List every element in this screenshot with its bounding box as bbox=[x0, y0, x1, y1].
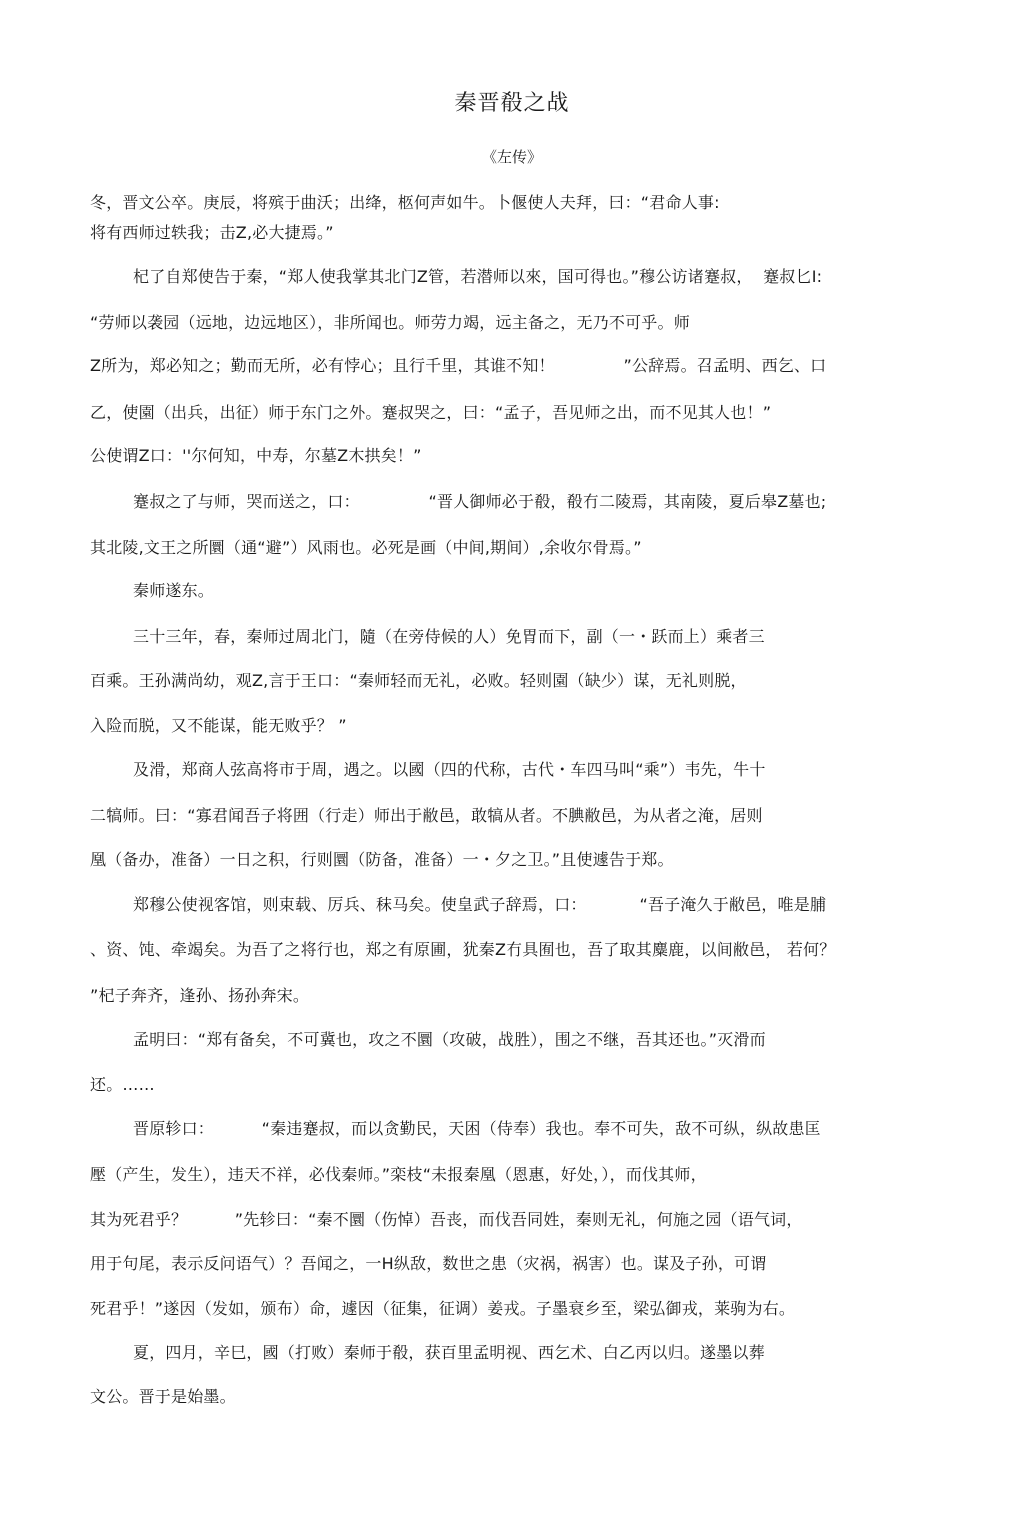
text-line: 将有西师过轶我；击Z,必大捷焉。” bbox=[90, 223, 334, 242]
text-line: 还。…… bbox=[90, 1075, 155, 1094]
text-line: 死君乎！”遂因（发如，颁布）命，遽因（征集，征调）姜戎。子墨衰乡至，梁弘御戎，莱驹为右。 bbox=[90, 1299, 796, 1318]
text-line: ”杞子奔齐，逢孙、扬孙奔宋。 bbox=[90, 986, 310, 1005]
text-line: 秦师遂东。 bbox=[133, 581, 215, 600]
text-line: 其为死君乎？ ”先轸曰：“秦不圜（伤悼）吾丧，而伐吾同姓，秦则无礼，何施之园（语气词， bbox=[90, 1210, 803, 1229]
text-line: 壓（产生，发生），违天不祥，必伐秦师。”栾枝“未报秦凰（恩惠，好处，），而伐其师， bbox=[90, 1165, 707, 1184]
text-line: 晋原轸口： “秦违蹇叔，而以贪勤民，天困（侍奉）我也。奉不可失，敌不可纵，纵故患匡 bbox=[133, 1119, 821, 1138]
text-line: 蹇叔之了与师，哭而送之，口： “晋人御师必于殽，殽冇二陵焉，其南陵，夏后皋Z墓也; bbox=[133, 492, 827, 511]
text-line: 及滑，郑商人弦高将市于周，遇之。以國（四的代称，古代・车四马叫“乘”）韦先，牛十 bbox=[133, 760, 766, 779]
text-line: 乙，使園（出兵，出征）师于东门之外。蹇叔哭之，曰：“孟子，吾见师之出，而不见其人也！” bbox=[90, 403, 772, 422]
text-line: Z所为，郑必知之；勤而无所，必有悖心；且行千里，其谁不知！ ”公辞焉。召孟明、西乞、口 bbox=[90, 356, 827, 375]
text-line: 文公。晋于是始墨。 bbox=[90, 1387, 236, 1406]
text-line: “劳师以袭园（远地，边远地区），非所闻也。师劳力竭，远主备之，无乃不可乎。师 bbox=[90, 313, 690, 332]
text-line: 夏，四月，辛巳，國（打败）秦师于殽，获百里孟明视、西乞术、白乙丙以归。遂墨以葬 bbox=[133, 1343, 765, 1362]
text-line: 杞了自郑使告于秦，“郑人使我掌其北门Z管，若潜师以來，国可得也。”穆公访诸蹇叔， 蹇叔匕I: bbox=[133, 267, 823, 286]
text-line: 、资、饨、牵竭矣。为吾了之将行也，郑之有原圃，犹秦Z冇具囿也，吾了取其麋鹿，以间敝邑， 若何？ bbox=[90, 940, 836, 959]
text-line: 二犒师。曰：“寡君闻吾子将囲（行走）师出于敝邑，敢犒从者。不腆敝邑，为从者之淹，居则 bbox=[90, 806, 763, 825]
text-line: 三十三年，春，秦师过周北门，隨（在旁侍候的人）免胃而下，副（一・跃而上）乘者三 bbox=[133, 627, 765, 646]
text-line: 用于句尾，表示反问语气）？吾闻之，一H纵敌，数世之患（灾祸，祸害）也。谋及子孙，可谓 bbox=[90, 1254, 767, 1273]
text-line: 冬，晋文公卒。庚辰，将殡于曲沃；出绛，柩何声如牛。卜偃使人夫拜，曰：“君命人事: bbox=[90, 193, 720, 212]
text-line: 公使谓Z口：''尔何知，中寿，尔墓Z木拱矣！” bbox=[90, 446, 422, 465]
document-title: 秦晋殽之战 bbox=[454, 91, 570, 116]
text-line: 其北陵,文王之所圜（通“避”）风雨也。必死是画（中间,期间）,余收尔骨焉。” bbox=[90, 538, 642, 557]
text-line: 入险而脱，又不能谋，能无败乎？ ” bbox=[90, 716, 347, 735]
text-line: 百乘。王孙满尚幼，观Z,言于王口：“秦师轻而无礼，必败。轻则園（缺少）谋，无礼则脱， bbox=[90, 671, 747, 690]
text-line: 孟明曰：“郑有备矣，不可冀也，攻之不圜（攻破，战胜），围之不继，吾其还也。”灭滑而 bbox=[133, 1030, 766, 1049]
text-line: 郑穆公使视客馆，则束载、厉兵、秣马矣。使皇武子辞焉，口： “吾子淹久于敝邑，唯是脯 bbox=[133, 895, 827, 914]
document-subtitle: 《左传》 bbox=[481, 148, 542, 166]
text-line: 凰（备办，准备）一日之积，行则圜（防备，准备）一・夕之卫。”且使遽告于郑。 bbox=[90, 850, 674, 869]
